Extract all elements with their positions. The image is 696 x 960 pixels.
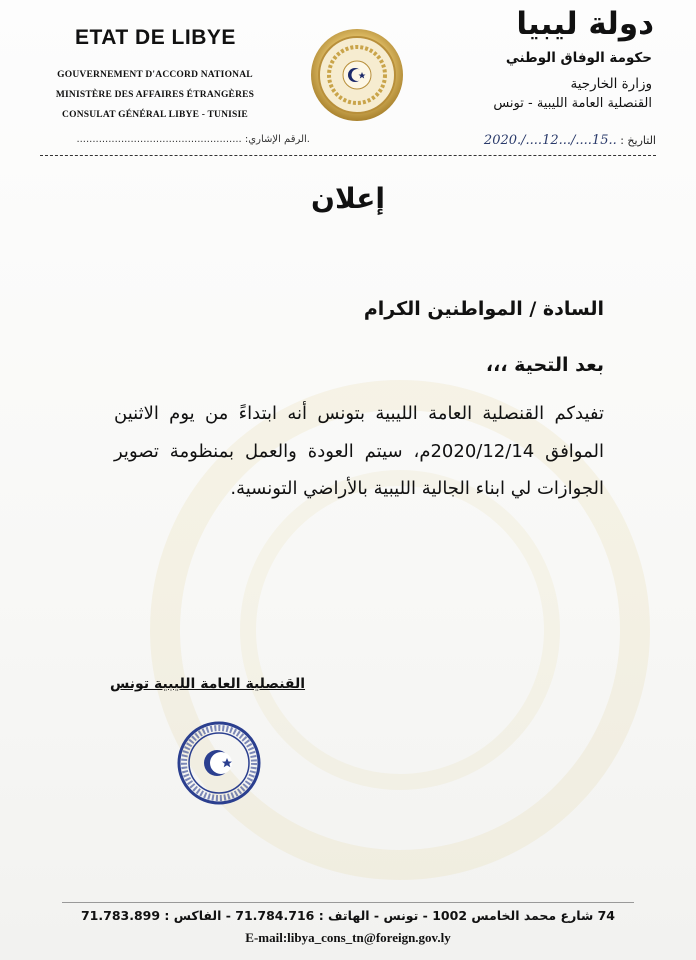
header-arabic-line-government: حكومة الوفاق الوطني [505,50,652,66]
document-title: إعلان [311,182,385,215]
consulate-stamp-icon [176,720,262,806]
header-arabic-line-ministry: وزارة الخارجية [570,76,652,92]
date-label: التاريخ : [620,134,656,147]
reference-label: .الرقم الإشاري: [244,134,310,145]
header-divider [40,155,656,156]
footer-address: 74 شارع محمد الخامس 1002 - تونس - الهاتف : 71.784.716 - الفاكس : 71.783.899 [80,908,616,923]
footer-email: E-mail:libya_cons_tn@foreign.gov.ly [245,930,451,945]
salutation: السادة / المواطنين الكرام [363,298,604,320]
announcement-paragraph: تفيدكم القنصلية العامة الليبية بتونس أنه ابتداءً من يوم الاثنين الموافق 2020/12/14م، سيتم العودة والعمل بمنظومة تصوير الجوازات لي ابناء الجالية الليبية بالأراضي التونسية. [114,403,604,499]
header-french-line-ministry: MINISTÈRE DES AFFAIRES ÉTRANGÈRES [55,90,255,100]
header-arabic-title: دولة ليبيا [516,6,654,42]
reference-number-line: .الرقم الإشاري: .................................................... [76,134,310,145]
date-line [484,133,656,148]
header-french-line-consulate: CONSULAT GÉNÉRAL LIBYE - TUNISIE [62,110,248,120]
header-french-title: ETAT DE LIBYE [75,26,236,49]
greeting: بعد التحية ،،، [485,354,604,376]
header-arabic-line-consulate: القنصلية العامة الليبية - تونس [493,96,652,111]
date-value: ..15..../...12..../.2020 [483,133,617,148]
header-french-line-government: GOUVERNEMENT D'ACCORD NATIONAL [57,70,253,80]
consulate-emblem-icon [309,27,405,123]
footer-divider [62,902,634,903]
signature-line: القنصلية العامة الليبية تونس [110,676,306,692]
